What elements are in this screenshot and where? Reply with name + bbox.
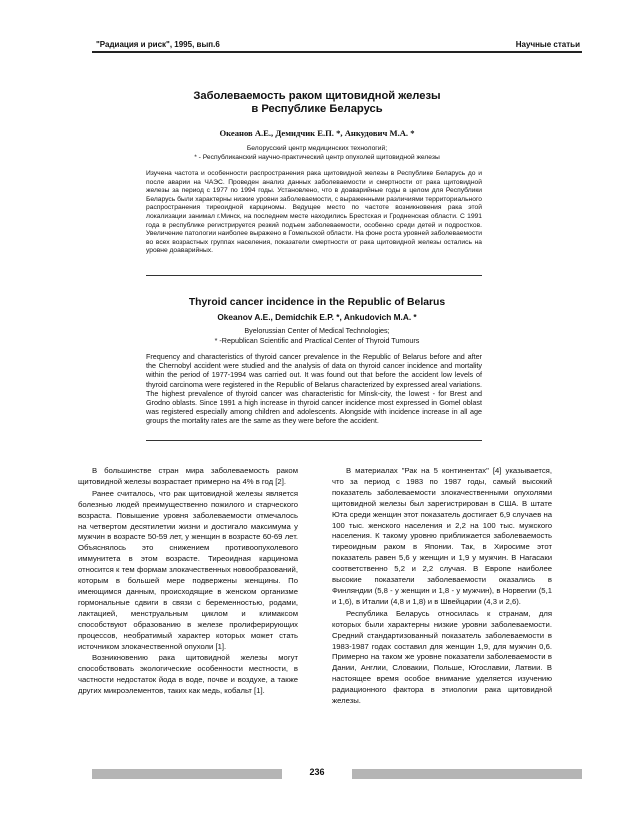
header-divider	[92, 51, 582, 53]
affiliations-english	[100, 326, 534, 345]
body-paragraph: В материалах "Рак на 5 континентах" [4] указывается, что за период с 1983 по 1987 годы, самый высокий показатель заболеваемости злокачественными опухолями щитовидной железы был зарегистрирован в США. В штате Юта среди женщин этот показатель достигает 6,9 случаев на 100 тыс. женского населения и 2,2 на 100 тыс. мужского населения. К такому уровню приближается заболеваемость тиреоидным раком в Японии. Так, в Хиросиме этот показатель равен 5,6 у женщин и 1,9 у мужчин. В Нагасаки соответственно 5,2 и 2,2 случая. В Европе наиболее высокие показатели заболеваемости оказались в Финляндии (5,8 - у женщин и 1,8 - у мужчин), в Норвегии (5,1 и 1,6), в Италии (4,8 и 1,8) и в Швейцарии (4,3 и 2,6).	[332, 466, 552, 606]
article-title-russian	[100, 90, 534, 116]
affiliation-en-2: * -Republican Scientific and Practical Center of Thyroid Tumours	[214, 335, 420, 345]
body-paragraph: В большинстве стран мира заболеваемость раком щитовидной железы возрастает примерно на 4% в год [2].	[78, 466, 298, 486]
abstract-divider-en	[146, 440, 482, 441]
abstract-divider-ru	[146, 275, 482, 276]
body-paragraph: Возникновению рака щитовидной железы могут способствовать экологические особенности местности, в частности недостаток йода в воде, почве и воздухе, а также других микроэлементов, таких как медь, кобальт [1].	[78, 653, 298, 696]
affiliation-en-1: Byelorussian Center of Medical Technologies;	[244, 326, 390, 335]
affiliations-russian	[100, 145, 534, 162]
abstract-russian: Изучена частота и особенности распространения рака щитовидной железы в Республике Беларусь до и после аварии на ЧАЭС. Проведен анализ данных заболеваемости и смертности от рака щитовидной железы за период с 1977 по 1994 годы. Установлено, что в доаварийные годы в целом для Республики Беларусь были характерны низкие уровни заболеваемости, с выраженными различиями территориального распространения тиреоидной карциномы. Ведущее место по частоте возникновения рака этой локализации занимал г.Минск, на последнем месте находились Брестская и Гродненская области. С 1991 года в республике регистрируется резкий подъем заболеваемости, особенно среди детей и подростков. Увеличение патологии наиболее выражено в Гомельской области. На фоне роста уровней заболеваемости во всех возрастных группах населения, показатели смертности от рака щитовидной железы остались на уровне доаварийных.	[146, 170, 482, 255]
article-title-english: Thyroid cancer incidence in the Republic of Belarus	[188, 297, 446, 308]
page-number: 236	[309, 767, 325, 777]
section-header: Научные статьи	[515, 40, 580, 49]
abstract-english: Frequency and characteristics of thyroid cancer prevalence in the Republic of Belarus before and after the Chernobyl accident were studied and the analysis of data on thyroid cancer incidence and mortality within the period of 1977-1994 was carried out. It was found out that before the accident low levels of thyroid carcinoma were registered in the Republic of Belarus characterized by expressed areal variations. The highest prevalence of thyroid cancer was characteristic for Minsk-city, the lowest - for Brest and Grodno oblasts. Since 1991 a high increase in thyroid cancer incidence most expressed in Gomel oblast was registered especially among children and adolescents. Alongside with incidence increase in all age groups the mortality rates are the same as they were before the accident.	[146, 352, 482, 426]
body-column-right	[332, 466, 552, 708]
title-ru-line-1: Заболеваемость раком щитовидной железы	[193, 90, 441, 102]
title-ru-line-2: в Республике Беларусь	[251, 103, 383, 115]
body-paragraph: Ранее считалось, что рак щитовидной железы является болезнью людей преимущественно пожилого и старческого возраста. Повышение уровня заболеваемости отмечалось на четвертом десятилетии жизни и достигало максимума у мужчин в возрасте 50-59 лет, у женщин в возрасте 60-69 лет. Объяснялось это снижением противоопухолевого иммунитета в этом возрасте. Тиреоидная карцинома относится к тем формам злокачественных новообразований, которым в большей мере подвержены женщины. По имеющимся данным, происходящие в женском организме гормональные сдвиги в связи с беременностью, родами, лактацией, менструальным циклом и климаксом способствуют образованию в железе пролиферирующих процессов, необратимый характер которых может стать источником злокачественной опухоли [1].	[78, 488, 298, 651]
authors-russian: Океанов А.Е., Демидчик Е.П. *, Анкудович М.А. *	[219, 128, 415, 138]
affiliation-ru-1: Белорусский центр медицинских технологий;	[246, 145, 388, 152]
body-paragraph: Республика Беларусь относилась к странам, для которых были характерны низкие уровни заболеваемости. Средний стандартизованный показатель заболеваемости в 1983-1987 годах составил для женщин 1,9, для мужчин 0,6. Примерно на таком же уровне показатели заболеваемости в Дании, Англии, Словакии, Польше, Югославии, Латвии. В настоящее время особое внимание уделяется изучению радиационного фактора в этиологии рака щитовидной железы.	[332, 608, 552, 706]
journal-header: "Радиация и риск", 1995, вып.6	[96, 40, 220, 49]
affiliation-ru-2: * - Республиканский научно-практический центр опухолей щитовидной железы	[194, 153, 440, 161]
body-column-left	[78, 466, 298, 698]
footer-bar-right	[352, 769, 582, 779]
footer-bar-left	[92, 769, 282, 779]
authors-english: Okeanov A.E., Demidchik E.P. *, Ankudovich M.A. *	[217, 312, 417, 322]
